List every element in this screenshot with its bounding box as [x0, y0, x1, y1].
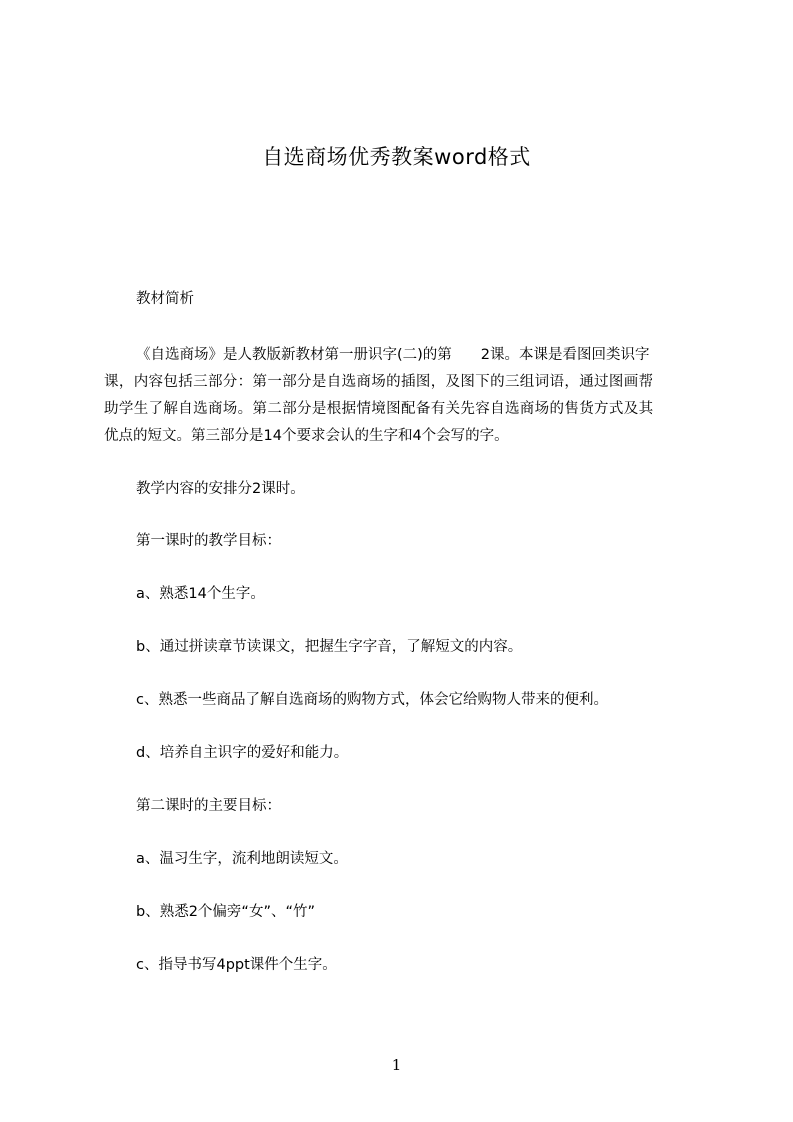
lesson1-goal-d: d、培养自主识字的爱好和能力。 [136, 745, 349, 761]
lesson1-goal-b: b、通过拼读章节读课文，把握生字字音，了解短文的内容。 [136, 639, 523, 655]
lesson1-heading: 第一课时的教学目标： [136, 533, 281, 549]
intro-line-3: 助学生了解自选商场。第二部分是根据情境图配备有关先容自选商场的售货方式及其 [104, 401, 654, 417]
intro-line-2: 课，内容包括三部分：第一部分是自选商场的插图，及图下的三组词语，通过图画帮 [104, 374, 654, 390]
lesson1-goal-c: c、熟悉一些商品了解自选商场的购物方式，体会它给购物人带来的便利。 [136, 692, 608, 708]
intro-line-1: 《自选商场》是人教版新教材第一册识字(二)的第 2课。本课是看图回类识字 [136, 347, 650, 363]
lesson2-heading: 第二课时的主要目标： [136, 798, 281, 814]
document-title: 自选商场优秀教案word格式 [262, 145, 531, 169]
section-heading: 教材简析 [136, 291, 194, 307]
lesson2-goal-b: b、熟悉2个偏旁“女”、“竹” [136, 904, 315, 920]
lesson2-goal-a: a、温习生字，流利地朗读短文。 [136, 851, 348, 867]
schedule-text: 教学内容的安排分2课时。 [136, 481, 305, 497]
lesson2-goal-c: c、指导书写4ppt课件个生字。 [136, 957, 337, 973]
intro-line-4: 优点的短文。第三部分是14个要求会认的生字和4个会写的字。 [104, 428, 509, 444]
page-number: 1 [391, 1056, 402, 1074]
lesson1-goal-a: a、熟悉14个生字。 [136, 586, 265, 602]
